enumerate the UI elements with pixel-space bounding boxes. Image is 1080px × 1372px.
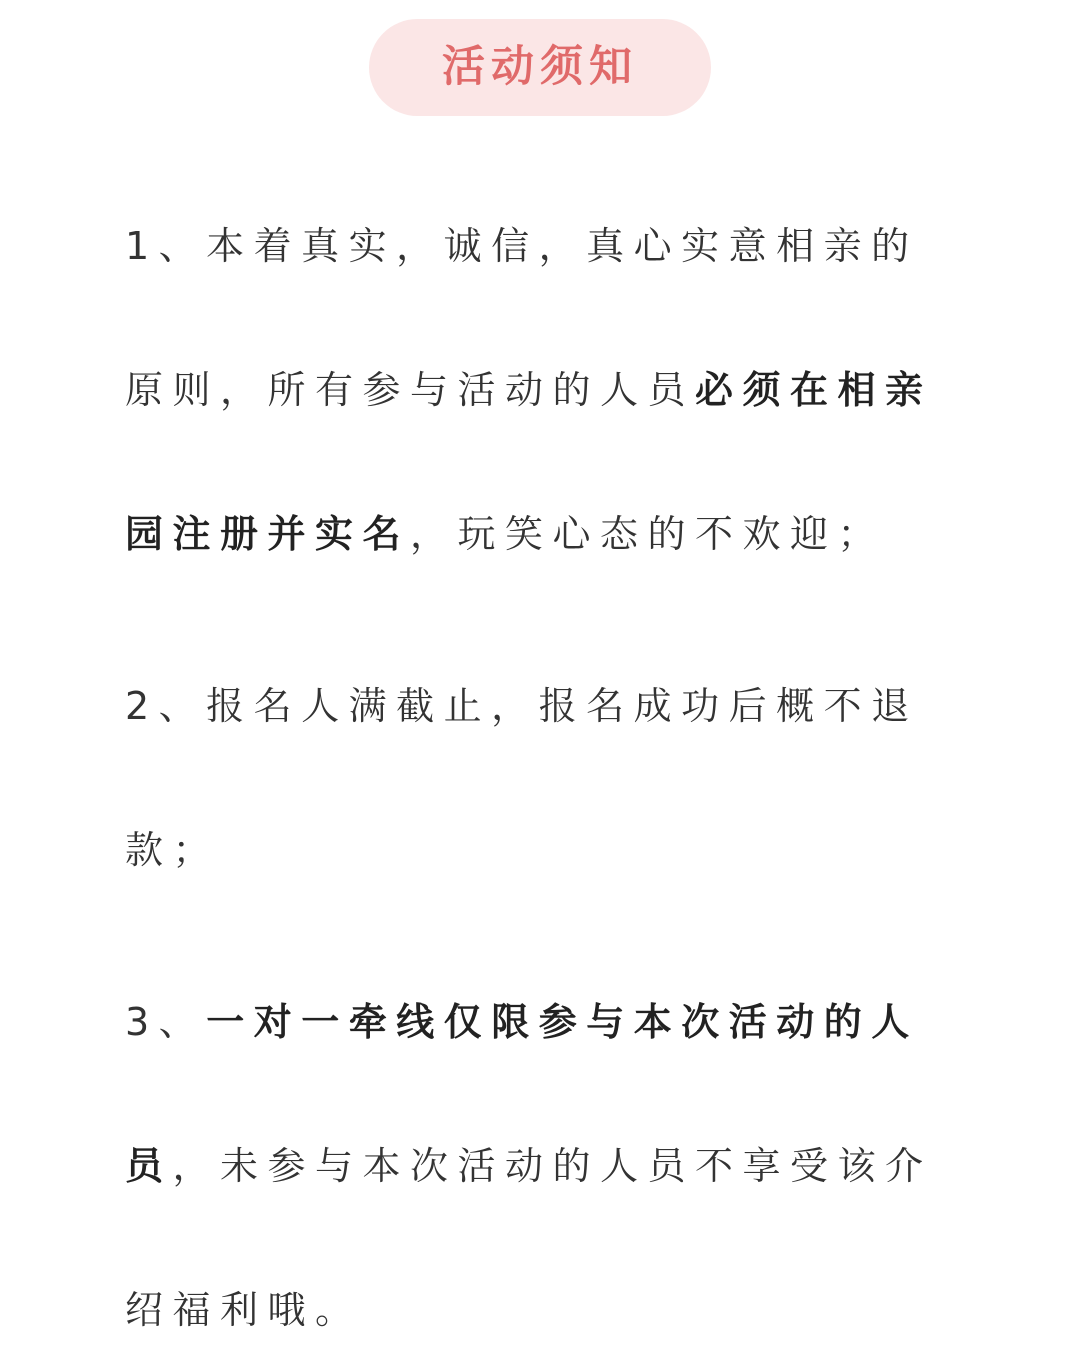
rule-1-line-1 <box>125 216 919 276</box>
rule-3-text: 3、 <box>125 1000 207 1044</box>
rule-1-line-2 <box>125 360 933 420</box>
rule-3-line-3 <box>125 1280 363 1340</box>
rule-3-text: 绍福利哦。 <box>125 1288 363 1332</box>
rule-1-emphasis: 园注册并实名 <box>125 512 411 556</box>
rule-3-emphasis: 一对一牵线仅限参与本次活动的人 <box>206 1000 919 1044</box>
notice-title-badge <box>369 19 711 116</box>
rule-2-text: 2、报名人满截止，报名成功后概不退 <box>125 684 919 728</box>
rule-1-text: 1、本着真实，诚信，真心实意相亲的 <box>125 224 919 268</box>
rule-3-line-2 <box>125 1136 933 1196</box>
notice-title: 活动须知 <box>442 42 638 92</box>
rule-3-emphasis: 员 <box>125 1144 173 1188</box>
rule-1-text: ，玩笑心态的不欢迎； <box>410 512 886 556</box>
rule-1-emphasis: 必须在相亲 <box>695 368 933 412</box>
rule-2-text: 款； <box>125 828 221 872</box>
rule-2-line-1 <box>125 676 919 736</box>
rule-1-text: 原则，所有参与活动的人员 <box>125 368 696 412</box>
rule-2-line-2 <box>125 820 220 880</box>
rule-3-line-1 <box>125 992 919 1052</box>
rule-3-text: ，未参与本次活动的人员不享受该介 <box>172 1144 933 1188</box>
rule-1-line-3 <box>125 504 885 564</box>
